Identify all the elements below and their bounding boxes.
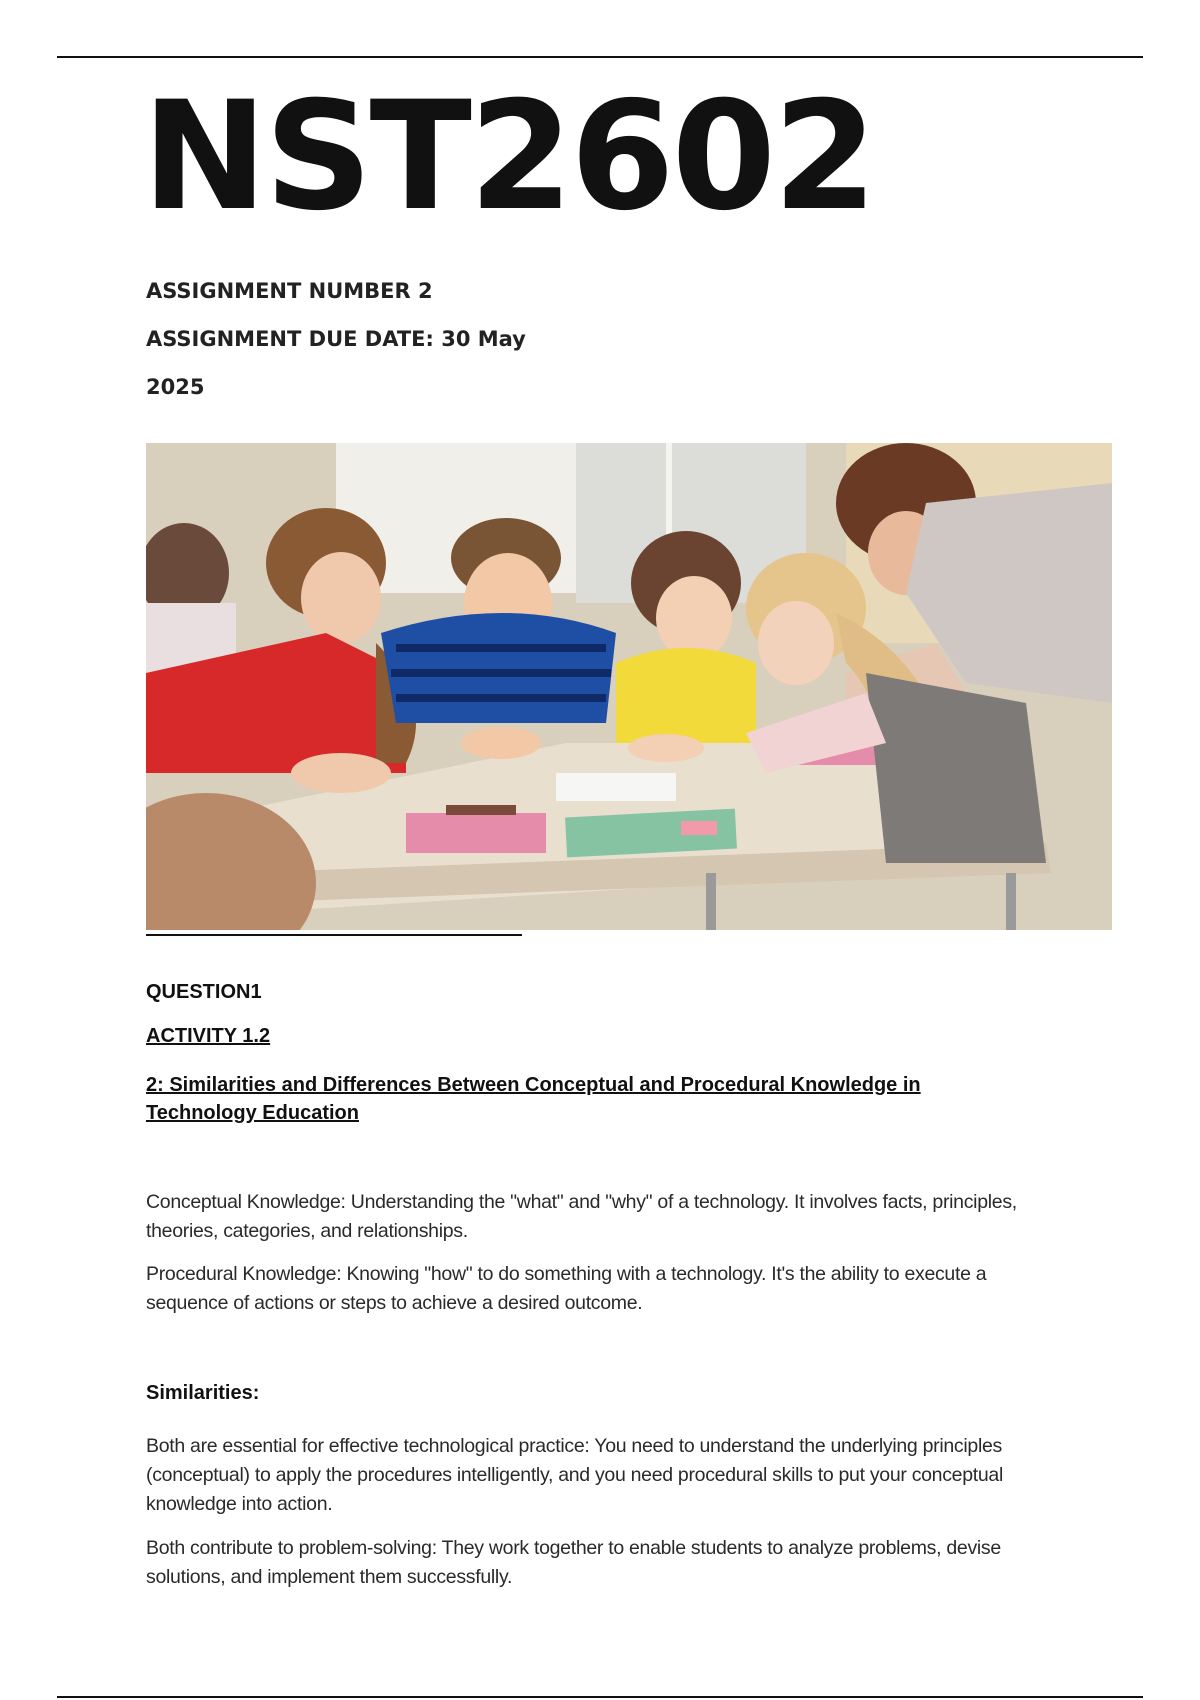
question-label: QUESTION1 <box>146 981 262 1003</box>
conceptual-knowledge-paragraph: Conceptual Knowledge: Understanding the "what" and "why" of a technology. It involves facts, principles, theories, categories, and relationships. <box>146 1191 1017 1242</box>
similarity-paragraph-2: Both contribute to problem-solving: They work together to enable students to analyze problems, devise solutions, and implement them successfully. <box>146 1537 1001 1588</box>
similarities-heading: Similarities: <box>146 1382 260 1404</box>
top-rule <box>57 56 1143 58</box>
similarity-paragraph-1: Both are essential for effective technological practice: You need to understand the underlying principles (conceptual) to apply the procedures intelligently, and you need procedural skills to put your conceptual knowledge into action. <box>146 1435 1004 1515</box>
photo-underline-rule <box>146 934 522 936</box>
classroom-photo <box>146 443 1112 930</box>
activity-label: ACTIVITY 1.2 <box>146 1025 271 1047</box>
section-heading: 2: Similarities and Differences Between Conceptual and Procedural Knowledge in Technology Education <box>146 1074 921 1124</box>
bottom-rule <box>57 1696 1143 1698</box>
assignment-due-year: 2025 <box>146 375 205 399</box>
procedural-knowledge-paragraph: Procedural Knowledge: Knowing "how" to do something with a technology. It's the ability to execute a sequence of actions or steps to achieve a desired outcome. <box>146 1263 987 1314</box>
course-code-title: NST2602 <box>142 70 875 244</box>
assignment-number: ASSIGNMENT NUMBER 2 <box>146 279 433 303</box>
assignment-due-date: ASSIGNMENT DUE DATE: 30 May <box>146 327 526 351</box>
